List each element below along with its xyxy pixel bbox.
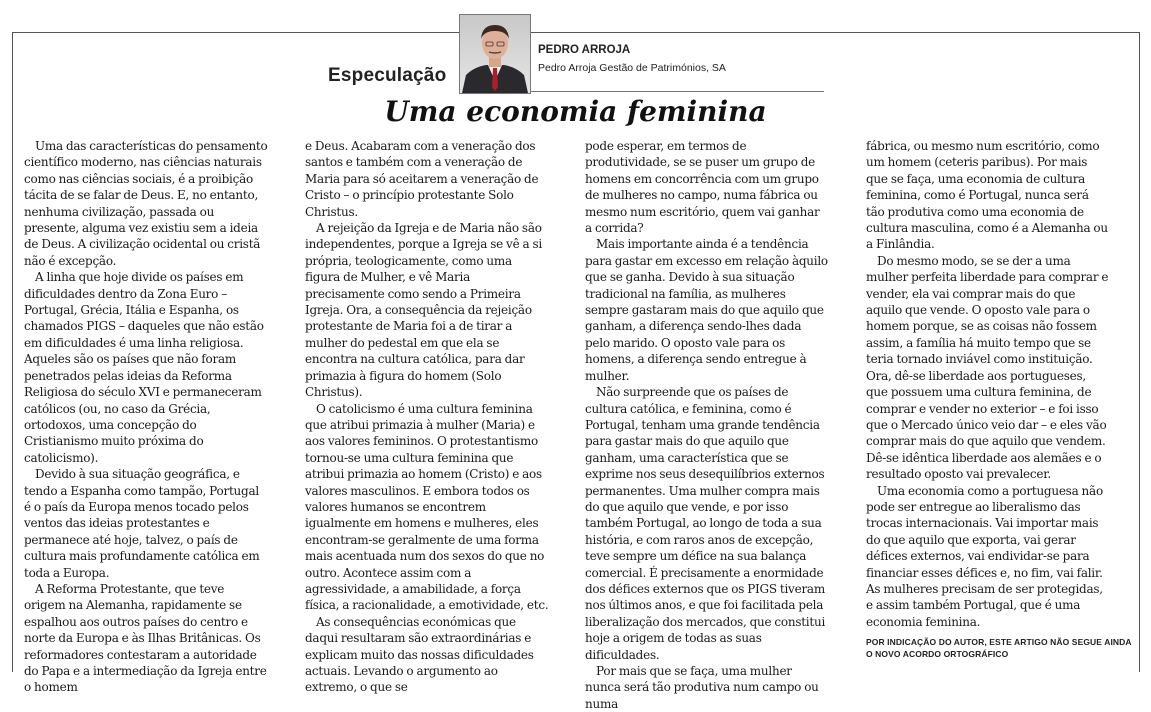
section-label: Especulação — [328, 65, 447, 86]
frame-left-rule — [12, 32, 13, 672]
article-headline: Uma economia feminina — [384, 95, 767, 128]
paragraph: Uma economia como a portuguesa não pode ser entregue ao liberalismo das trocas internacionais. Vai importar mais do que aquilo que exporta, vai gerar défices externos, vai endividar-se para financiar esses défices e, no fim, vai falir. As mulheres precisam de ser protegidas, e assim também Portugal, que é uma economia feminina. — [866, 483, 1103, 629]
paragraph: Não surpreende que os países de cultura católica, e feminina, como é Portugal, tenham uma grande tendência para gastar mais do que aquilo que ganham, uma característica que se exprime nos seus desequilíbrios externos permanentes. Uma mulher compra mais do que aquilo que vende, e por isso também Portugal, ao longo de toda a sua história, e com raros anos de excepção, teve sempre um défice na sua balança comercial. É precisamente a enormidade dos défices externos que os PIGS tiveram nos últimos anos, e que foi facilitada pela liberalização dos mercados, que constitui hoje a origem de todas as suas dificuldades. — [585, 385, 826, 662]
paragraph: A linha que hoje divide os países em dificuldades dentro da Zona Euro – Portugal, Grécia, Itália e Espanha, os chamados PIGS – daqueles que não estão em dificuldades é uma linha religiosa. Aqueles são os países que não foram penetrados pelas ideias da Reforma Religiosa do século XVI e permaneceram católicos (ou, no caso da Grécia, ortodoxos, uma concepção do Cristianismo muito próxima do catolicismo). — [24, 270, 264, 465]
paragraph: A Reforma Protestante, que teve origem na Alemanha, rapidamente se espalhou aos outros países do centro e norte da Europa e às Ilhas Britânicas. Os reformadores contestaram a autoridade do Papa e a intermediação da Igreja entre o homem — [24, 581, 267, 695]
paragraph: e Deus. Acabaram com a veneração dos santos e também com a veneração de Maria para só aceitarem a veneração de Cristo – o princípio protestante Solo Christus. — [305, 139, 539, 219]
paragraph: Do mesmo modo, se se der a uma mulher perfeita liberdade para comprar e vender, ela vai comprar mais do que aquilo que vende. O oposto vale para o homem porque, se as coisas não fossem assim, a família há muito tempo que se teria tornado inviável como instituição. Ora, dê-se liberdade aos portugueses, que possuem uma cultura feminina, de comprar e vender no exterior – e foi isso que o Mercado único veio dar – e eles vão comprar mais do que aquilo que vendem. Dê-se idêntica liberdade aos alemães e o resultado oposto vai prevalecer. — [866, 253, 1109, 482]
paragraph: O catolicismo é uma cultura feminina que atribui primazia à mulher (Maria) e aos valores femininos. O protestantismo tornou-se uma cultura feminina que atribui primazia ao homem (Cristo) e aos valores masculinos. E embora todos os valores humanos se encontrem igualmente em homens e mulheres, eles encontram-se geralmente de uma forma mais acentuada num dos sexos do que no outro. Acontece assim com a agressividade, a amabilidade, a força física, a racionalidade, a emotividade, etc. — [305, 401, 549, 613]
paragraph: As consequências económicas que daqui resultaram são extraordinárias e explicam muito das nossas dificuldades actuais. Levando o argumento ao extremo, o que se — [305, 614, 534, 695]
paragraph: Devido à sua situação geográfica, e tendo a Espanha como tampão, Portugal é o país da Europa menos tocado pelos ventos das ideias protestantes e permanece até hoje, talvez, o país de cultura mais profundamente católica em toda a Europa. — [24, 467, 260, 580]
paragraph: fábrica, ou mesmo num escritório, como um homem (ceteris paribus). Por mais que se faça, uma economia de cultura feminina, como é Portugal, nunca será tão produtiva como uma economia de cultura masculina, como é a Alemanha ou a Finlândia. — [866, 139, 1108, 252]
paragraph: Mais importante ainda é a tendência para gastar em excesso em relação àquilo que se ganha. Devido à sua situação tradicional na família, as mulheres sempre gastaram mais do que aquilo que ganham, a diferença sendo-lhes dada pelo marido. O oposto vale para os homens, a diferença sendo entregue à mulher. — [585, 237, 828, 383]
frame-right-rule — [1139, 32, 1140, 672]
paragraph: A rejeição da Igreja e de Maria não são independentes, porque a Igreja se vê a si própria, teologicamente, como uma figura de Mulher, e vê Maria precisamente como sendo a Primeira Igreja. Ora, a consequência da rejeição protestante de Maria foi a de tirar a mulher do pedestal em que ela se encontra na cultura católica, para dar primazia à figura do homem (Solo Christus). — [305, 221, 542, 400]
paragraph: pode esperar, em termos de produtividade, se se puser um grupo de homens em concorrência com um grupo de mulheres no campo, numa fábrica ou mesmo num escritório, quem vai ganhar a corrida? — [585, 139, 820, 236]
spelling-agreement-note: POR INDICAÇÃO DO AUTOR, ESTE ARTIGO NÃO SEGUE AINDA O NOVO ACORDO ORTOGRÁFICO — [866, 637, 1132, 659]
paragraph: Uma das características do pensamento científico moderno, nas ciências naturais como nas ciências sociais, é a proibição tácita de se falar de Deus. E, no entanto, nenhuma civilização, passada ou presente, alguma vez existiu sem a ideia de Deus. A civilização ocidental ou cristã não é excepção. — [24, 139, 268, 268]
article-column-1 — [24, 138, 268, 696]
article-column-2 — [305, 138, 549, 696]
author-name: PEDRO ARROJA — [538, 44, 631, 56]
author-affiliation: Pedro Arroja Gestão de Patrimónios, SA — [538, 62, 726, 74]
author-photo — [459, 14, 531, 94]
paragraph: Por mais que se faça, uma mulher nunca será tão produtiva num campo ou numa — [585, 664, 819, 711]
frame-top-rule — [12, 32, 1139, 33]
header-rule — [530, 91, 824, 92]
article-column-3 — [585, 138, 829, 712]
article-column-4 — [866, 138, 1110, 630]
